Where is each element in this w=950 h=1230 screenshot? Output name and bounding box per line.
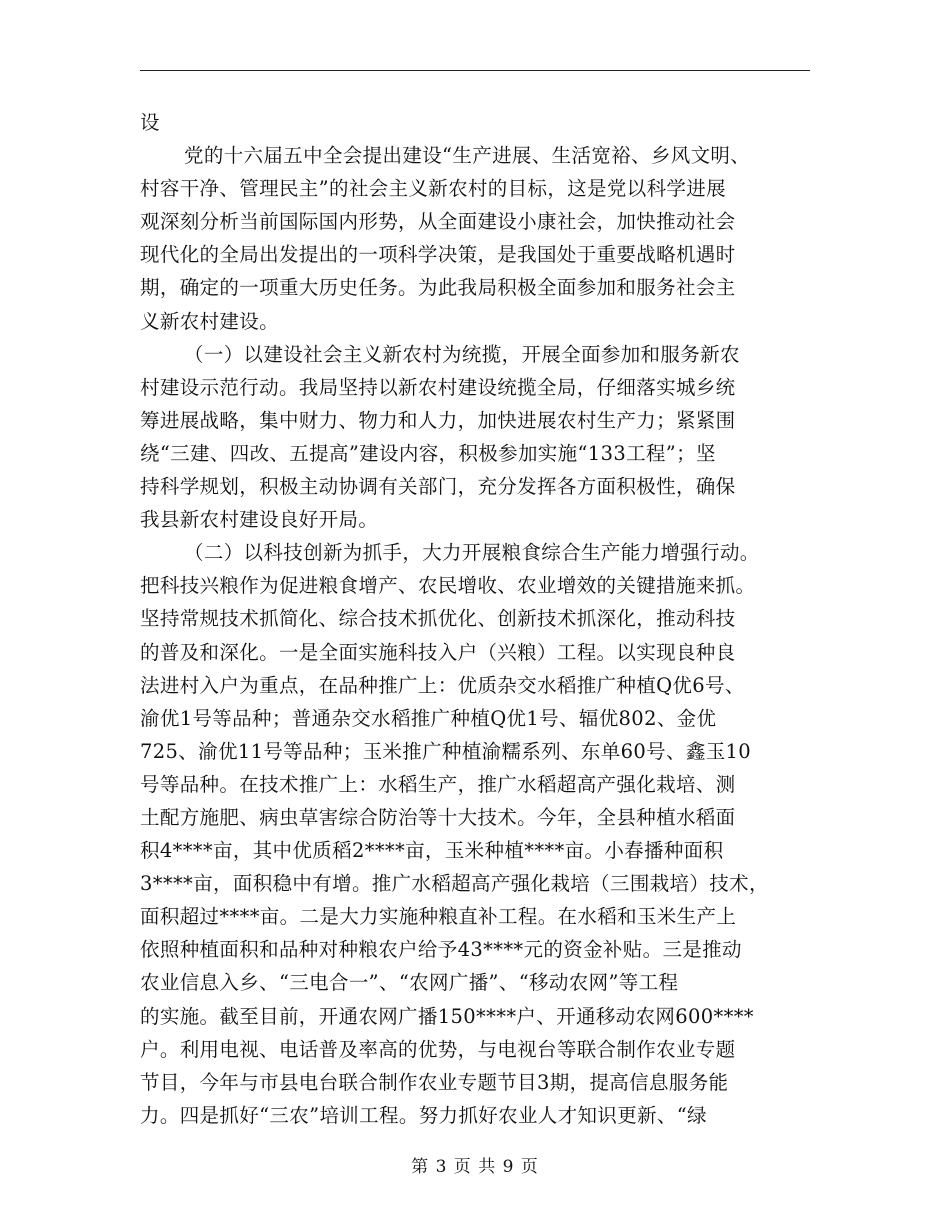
body-line: 面积超过****亩。二是大力实施种粮直补工程。在水稻和玉米生产上 xyxy=(140,905,737,929)
body-line: 的实施。截至目前，开通农网广播150****户、开通移动农网600**** xyxy=(140,1004,754,1028)
paragraph-start-line: （一）以建设社会主义新农村为统揽，开展全面参加和服务新农 xyxy=(184,342,740,366)
body-line: 期，确定的一项重大历史任务。为此我局积极全面参加和服务社会主 xyxy=(140,276,736,300)
body-line: 依照种植面积和品种对种粮农户给予43****元的资金补贴。三是推动 xyxy=(140,938,742,962)
body-line: 3****亩，面积稳中有增。推广水稻超高产强化栽培（三围栽培）技术， xyxy=(140,872,769,896)
body-line: 土配方施肥、病虫草害综合防治等十大技术。今年，全县种植水稻面 xyxy=(140,805,736,829)
body-line: 渝优1号等品种；普通杂交水稻推广种植Q优1号、辐优802、金优 xyxy=(140,706,717,730)
body-line: 坚持常规技术抓简化、综合技术抓优化、创新技术抓深化，推动科技 xyxy=(140,607,736,631)
body-line: 村容干净、管理民主”的社会主义新农村的目标，这是党以科学进展 xyxy=(140,177,726,201)
body-line: 观深刻分析当前国际国内形势，从全面建设小康社会，加快推动社会 xyxy=(140,210,736,234)
body-line: 法进村入户为重点，在品种推广上：优质杂交水稻推广种植Q优6号、 xyxy=(140,673,745,697)
body-line: 现代化的全局出发提出的一项科学决策，是我国处于重要战略机遇时 xyxy=(140,243,736,267)
body-line: 我县新农村建设良好开局。 xyxy=(140,508,379,532)
body-line: 设 xyxy=(140,111,160,134)
body-line: 持科学规划，积极主动协调有关部门，充分发挥各方面积极性，确保 xyxy=(140,475,736,499)
document-body xyxy=(140,106,810,1132)
paragraph-start-line: 党的十六届五中全会提出建设“生产进展、生活宽裕、乡风文明、 xyxy=(184,144,751,168)
body-line: 725、渝优11号等品种；玉米推广种植渝糯系列、东单60号、鑫玉10 xyxy=(140,739,752,763)
body-line: 农业信息入乡、“三电合一”、“农网广播”、“移动农网”等工程 xyxy=(140,971,679,995)
body-line: 筹进展战略，集中财力、物力和人力，加快进展农村生产力；紧紧围 xyxy=(140,408,736,432)
body-line: 村建设示范行动。我局坚持以新农村建设统揽全局，仔细落实城乡统 xyxy=(140,375,736,399)
body-line: 力。四是抓好“三农”培训工程。努力抓好农业人才知识更新、“绿 xyxy=(140,1103,707,1127)
body-line: 的普及和深化。一是全面实施科技入户（兴粮）工程。以实现良种良 xyxy=(140,640,736,664)
body-line: 号等品种。在技术推广上：水稻生产，推广水稻超高产强化栽培、测 xyxy=(140,772,736,796)
page-number-footer: 第 3 页 共 9 页 xyxy=(411,1157,539,1177)
header-rule xyxy=(140,70,810,71)
body-line: 把科技兴粮作为促进粮食增产、农民增收、农业增效的关键措施来抓。 xyxy=(140,574,756,598)
body-line: 节目，今年与市县电台联合制作农业专题节目3期，提高信息服务能 xyxy=(140,1070,729,1094)
body-line: 义新农村建设。 xyxy=(140,309,279,333)
body-line: 积4****亩，其中优质稻2****亩，玉米种植****亩。小春播种面积 xyxy=(140,839,724,863)
body-line: 绕“三建、四改、五提高”建设内容，积极参加实施“133工程”；坚 xyxy=(140,441,716,465)
body-line: 户。利用电视、电话普及率高的优势，与电视台等联合制作农业专题 xyxy=(140,1037,736,1061)
paragraph-start-line: （二）以科技创新为抓手，大力开展粮食综合生产能力增强行动。 xyxy=(184,541,760,565)
